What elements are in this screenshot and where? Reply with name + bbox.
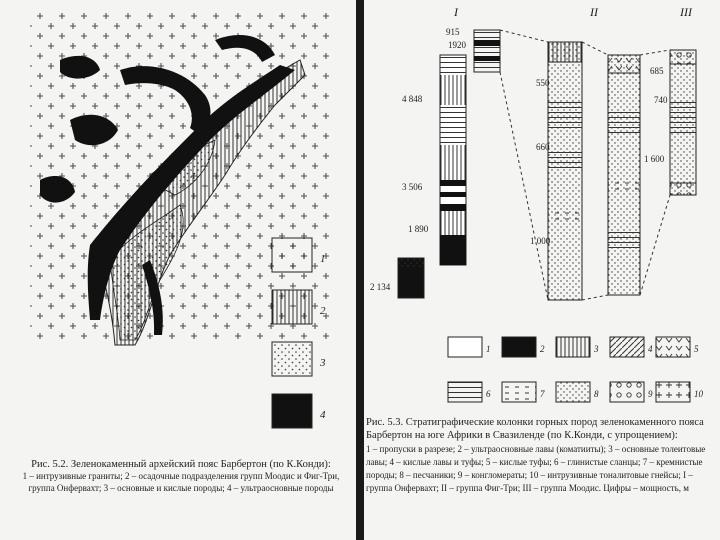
column-II-chert (548, 210, 582, 220)
legend-number-4: 4 (648, 344, 653, 354)
right-caption-legend: 1 – пропуски в разрезе; 2 – ультраосновные лавы (коматииты); 3 – основные толеитовые лавы; 4 – кислые лавы и туфы; 5 – кислые туфы; 6 – глинистые сланцы; 7 – кремнистые породы; 8 – песчаники; 9 – конгломераты; 10 – интрузивные тоналитовые гнейсы; I – группа Онфервахт; II – группа Фиг-Три; III – группа Моодис. Цифры – мощность, м (366, 444, 706, 493)
column-I-black-3 (440, 204, 466, 211)
column-III-right-shale (670, 100, 696, 135)
column-III-left-shale (608, 110, 640, 135)
right-page (364, 0, 720, 540)
column-I-unit-b (440, 75, 466, 105)
legend-swatch-4 (610, 337, 644, 357)
column-I-black-2 (440, 192, 466, 197)
column-II-shale-2 (548, 150, 582, 170)
column-I-black-1 (440, 180, 466, 186)
legend-number-2: 2 (320, 305, 326, 317)
left-caption-title: Рис. 5.2. Зеленокаменный архейский пояс Барбертон (по К.Конди): (31, 459, 331, 470)
column-III-right-conglom (670, 50, 696, 64)
column-II-main (548, 42, 582, 300)
column-III-left-chert (608, 180, 640, 192)
correlation-line-5 (640, 50, 670, 55)
column-I-unit-a (440, 55, 466, 75)
column-III-left-shale-2 (608, 230, 640, 250)
stratigraphic-columns-figure (364, 0, 720, 412)
legend-number-7: 7 (540, 389, 545, 399)
column-III-left-top (608, 55, 640, 73)
correlation-line-2 (500, 72, 548, 300)
correlation-line-1 (500, 30, 548, 42)
legend-number-6: 6 (486, 389, 491, 399)
legend-number-5: 5 (694, 344, 699, 354)
right-caption-title: Рис. 5.3. Стратиграфические колонки горных пород зеленокаменного пояса Барбертон на юге Африки в Свазиленде (по К.Конди, с упрощением): (366, 417, 704, 441)
correlation-line-3 (582, 42, 608, 55)
column-III-right-conglom-2 (670, 183, 696, 195)
legend-swatch-6 (448, 382, 482, 402)
legend-swatch-5 (656, 337, 690, 357)
column-I-label-1920: 1920 (448, 40, 466, 50)
legend-swatch-9 (610, 382, 644, 402)
column-III-label-685: 685 (650, 66, 664, 76)
column-I-top-black-2 (474, 56, 500, 61)
column-I-label-2134: 2 134 (370, 282, 391, 292)
book-gutter (356, 0, 364, 540)
column-I-unit-c (440, 105, 466, 145)
column-numeral-I: I (454, 5, 458, 19)
legend-swatch-1 (448, 337, 482, 357)
column-I-unit-e (440, 211, 466, 235)
column-I-top-block (474, 30, 500, 72)
legend-number-10: 10 (694, 389, 703, 399)
column-I-black-4 (440, 235, 466, 265)
column-I-unit-d (440, 145, 466, 180)
legend-swatch-10 (656, 382, 690, 402)
legend-swatch-4 (272, 394, 312, 428)
legend-number-3: 3 (320, 357, 326, 369)
left-page (0, 0, 356, 540)
correlation-line-6 (640, 195, 670, 295)
column-I-label-915: 915 (446, 27, 460, 37)
column-I-top-black (474, 40, 500, 46)
right-figure-caption (366, 416, 714, 495)
column-I-label-4848: 4 848 (402, 94, 423, 104)
left-figure-caption (12, 458, 350, 494)
left-caption-legend: 1 – интрузивные граниты; 2 – осадочные подразделения групп Моодис и Фиг-Три, группа Онфервахт; 3 – основные и кислые породы; 4 – ультраосновные породы (22, 471, 340, 493)
barberton-map-figure (0, 0, 356, 455)
column-I-label-3506: 3 506 (402, 182, 423, 192)
legend-swatch-2 (272, 290, 312, 324)
column-numeral-III: III (680, 5, 692, 19)
column-II-label-1000: 1 000 (530, 236, 551, 246)
legend-swatch-3 (556, 337, 590, 357)
column-I-bottom-dotted (398, 258, 424, 268)
legend-number-3: 3 (594, 344, 599, 354)
column-I-label-1890: 1 890 (408, 224, 429, 234)
legend-swatch-8 (556, 382, 590, 402)
legend-swatch-3 (272, 342, 312, 376)
legend-number-1: 1 (320, 253, 326, 265)
column-III-label-740: 740 (654, 95, 668, 105)
column-II-top-hatch (548, 42, 582, 62)
column-III-left (608, 55, 640, 295)
legend-number-8: 8 (594, 389, 599, 399)
legend-number-1: 1 (486, 344, 491, 354)
column-II-label-550: 550 (536, 78, 550, 88)
column-numeral-II: II (590, 5, 598, 19)
correlation-line-4 (582, 295, 608, 300)
column-II-label-660: 660 (536, 142, 550, 152)
column-III-label-1600: 1 600 (644, 154, 665, 164)
legend-swatch-7 (502, 382, 536, 402)
legend-number-9: 9 (648, 389, 653, 399)
legend-number-2: 2 (540, 344, 545, 354)
legend-swatch-2 (502, 337, 536, 357)
legend-swatch-1 (272, 238, 312, 272)
legend-number-4: 4 (320, 409, 326, 421)
column-II-shale-1 (548, 100, 582, 130)
